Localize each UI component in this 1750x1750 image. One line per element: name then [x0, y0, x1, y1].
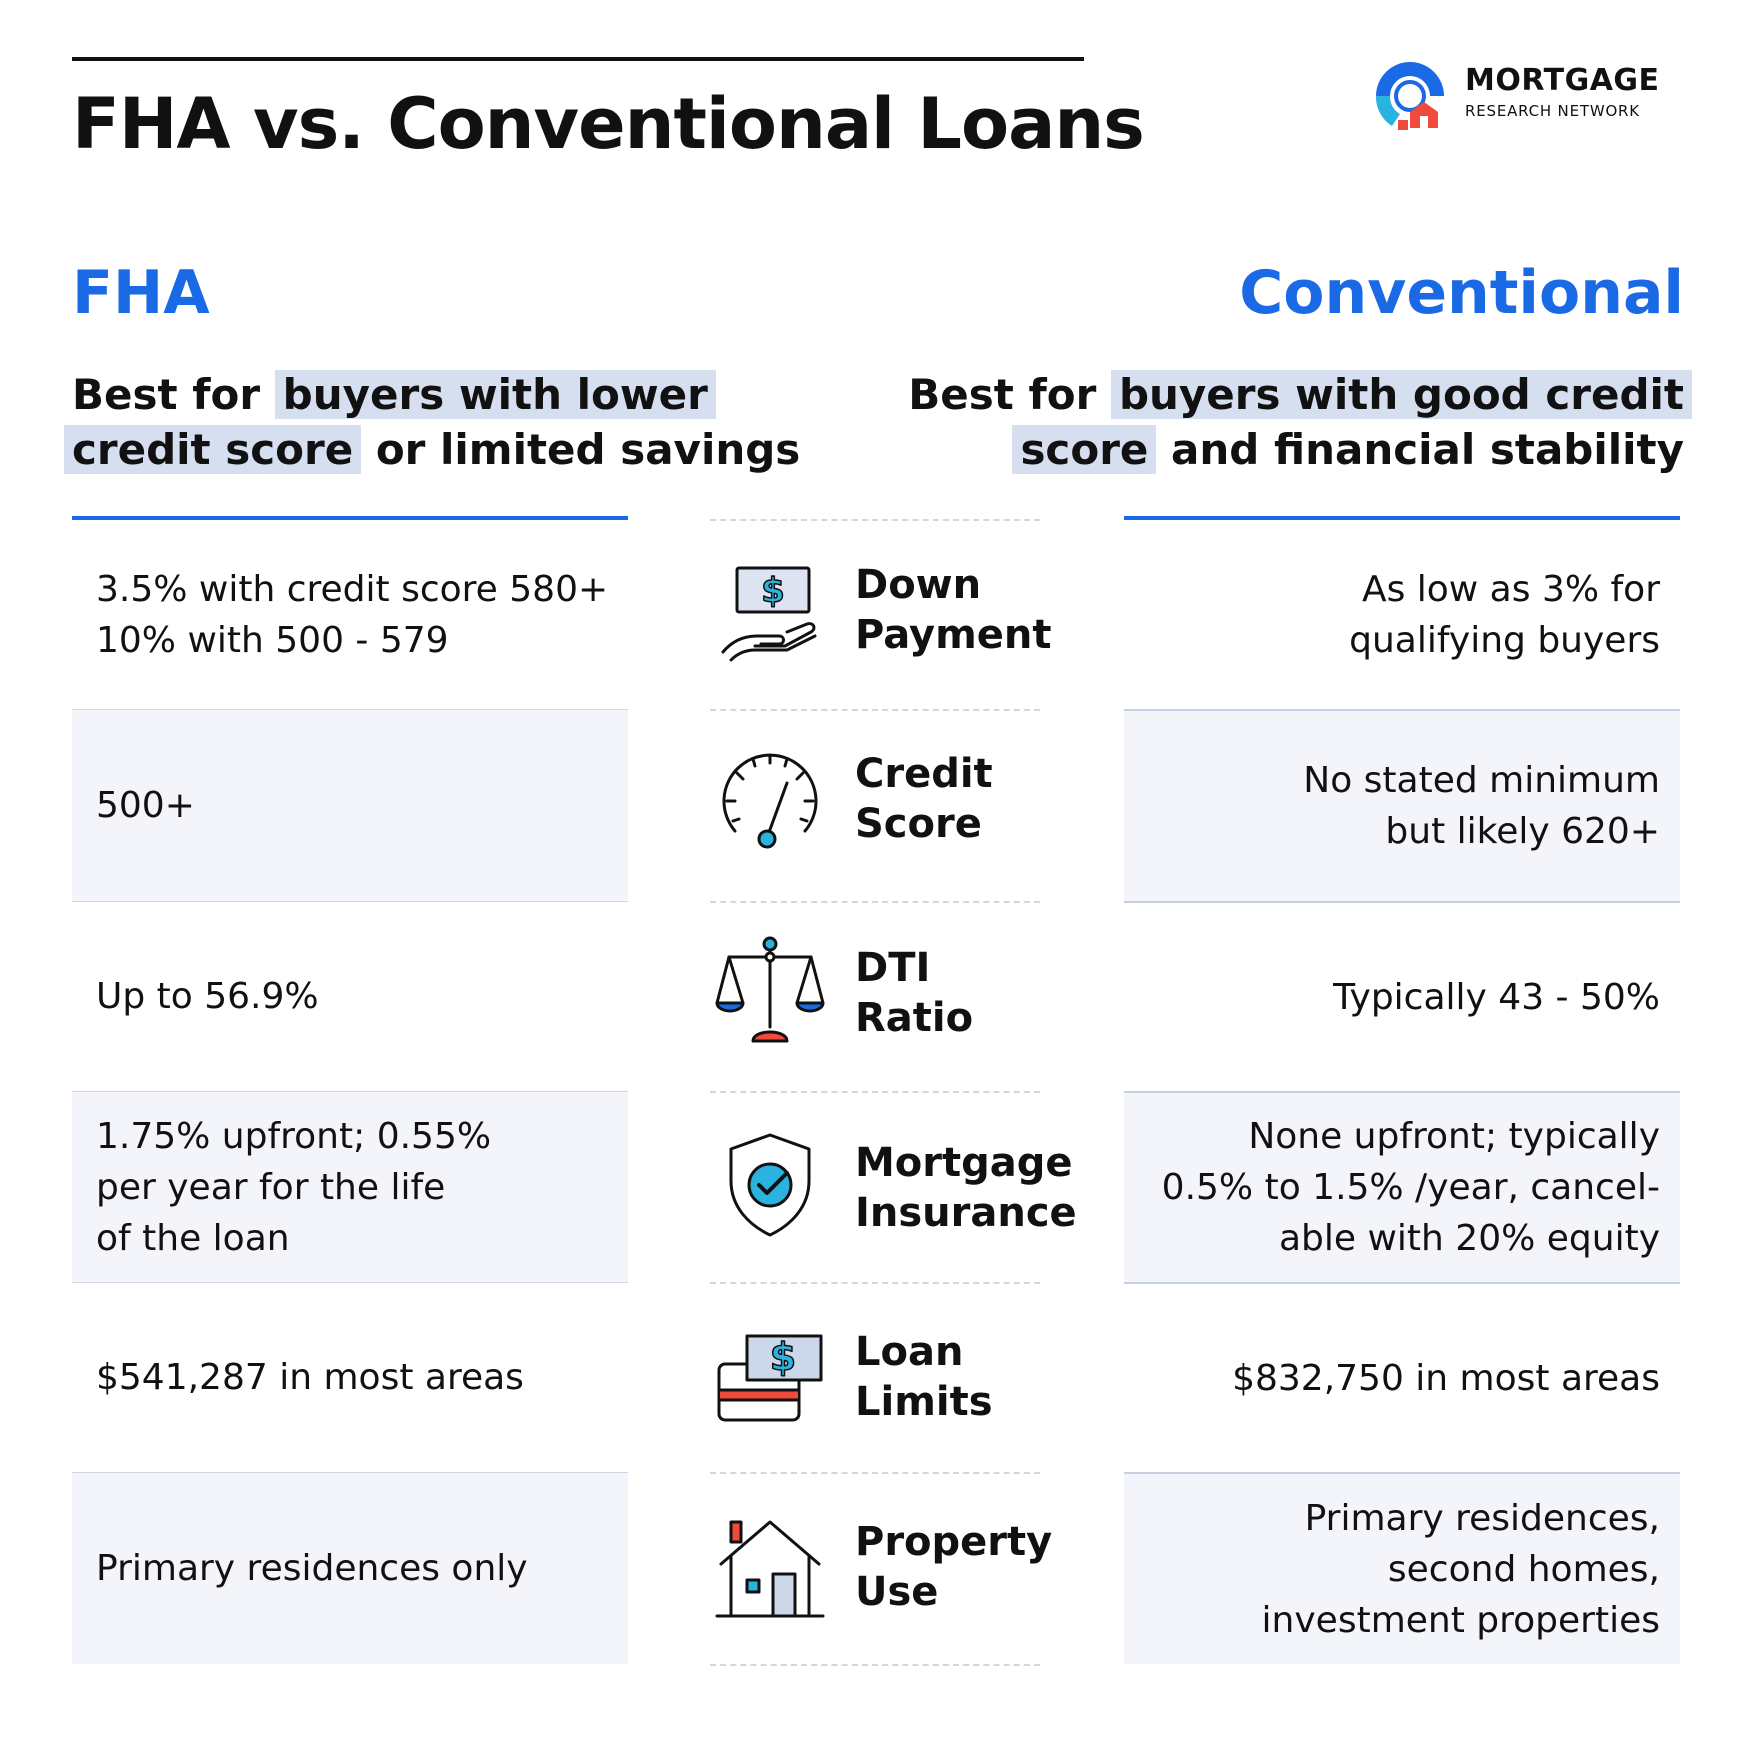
- conventional-tagline: [908, 367, 1684, 477]
- fha-tagline-highlight: buyers with lower: [275, 370, 716, 419]
- svg-text:$: $: [761, 571, 785, 611]
- conventional-heading: Conventional: [1239, 258, 1684, 328]
- logo-mark-icon: [1370, 54, 1460, 134]
- row-divider: [710, 1282, 1040, 1284]
- money-hand-icon: [715, 560, 825, 670]
- fha-credit-score: 500+: [72, 709, 628, 901]
- label-loan-limits: Loan Limits: [855, 1329, 993, 1425]
- gauge-icon: [715, 743, 825, 853]
- cash-card-icon: [715, 1318, 825, 1428]
- label-down-payment: Down Payment: [855, 562, 1052, 658]
- fha-dti-ratio: Up to 56.9%: [72, 901, 628, 1091]
- fha-heading: FHA: [72, 258, 210, 328]
- title-rule: [72, 57, 1084, 61]
- svg-text:$: $: [769, 1335, 797, 1379]
- fha-loan-limits: $541,287 in most areas: [72, 1282, 628, 1472]
- fha-tagline: [72, 367, 800, 477]
- row-divider: [710, 1472, 1040, 1474]
- fha-tagline-tail: or limited savings: [375, 425, 801, 474]
- fha-down-payment: 3.5% with credit score 580+ 10% with 500 - 579: [96, 568, 609, 661]
- page-title: FHA vs. Conventional Loans: [72, 83, 1144, 165]
- conventional-mortgage-insurance: None upfront; typically 0.5% to 1.5% /year, cancel- able with 20% equity: [1124, 1091, 1680, 1282]
- conventional-down-payment: As low as 3% for qualifying buyers: [1349, 568, 1660, 661]
- row-divider: [710, 901, 1040, 903]
- fha-tagline-lead: Best for: [72, 370, 261, 419]
- conventional-tagline-highlight: buyers with good credit: [1111, 370, 1692, 419]
- fha-tagline-highlight-2: credit score: [64, 425, 361, 474]
- fha-property-use: Primary residences only: [72, 1472, 628, 1664]
- conventional-tagline-highlight-2: score: [1012, 425, 1156, 474]
- brand-logo: [1370, 54, 1690, 134]
- conventional-loan-limits: $832,750 in most areas: [1124, 1282, 1680, 1472]
- conventional-tagline-tail: and financial stability: [1171, 425, 1684, 474]
- conventional-tagline-lead: Best for: [908, 370, 1097, 419]
- row-divider: [710, 1664, 1040, 1666]
- shield-check-icon: [715, 1129, 825, 1239]
- logo-subtitle: RESEARCH NETWORK: [1465, 102, 1640, 120]
- label-property-use: Property Use: [855, 1519, 1053, 1615]
- row-divider: [710, 1091, 1040, 1093]
- conventional-dti-ratio: Typically 43 - 50%: [1124, 901, 1680, 1091]
- label-mortgage-insurance: Mortgage Insurance: [855, 1140, 1077, 1236]
- label-dti-ratio: DTI Ratio: [855, 945, 974, 1041]
- row-divider: [710, 709, 1040, 711]
- house-icon: [715, 1512, 825, 1622]
- conventional-credit-score: No stated minimum but likely 620+: [1124, 709, 1680, 901]
- row-divider: [710, 519, 1040, 521]
- scale-icon: [715, 935, 825, 1045]
- fha-mortgage-insurance: 1.75% upfront; 0.55% per year for the life of the loan: [72, 1091, 628, 1282]
- label-credit-score: Credit Score: [855, 751, 993, 847]
- conventional-property-use: Primary residences, second homes, investment properties: [1124, 1472, 1680, 1664]
- logo-wordmark: MORTGAGE: [1465, 63, 1660, 98]
